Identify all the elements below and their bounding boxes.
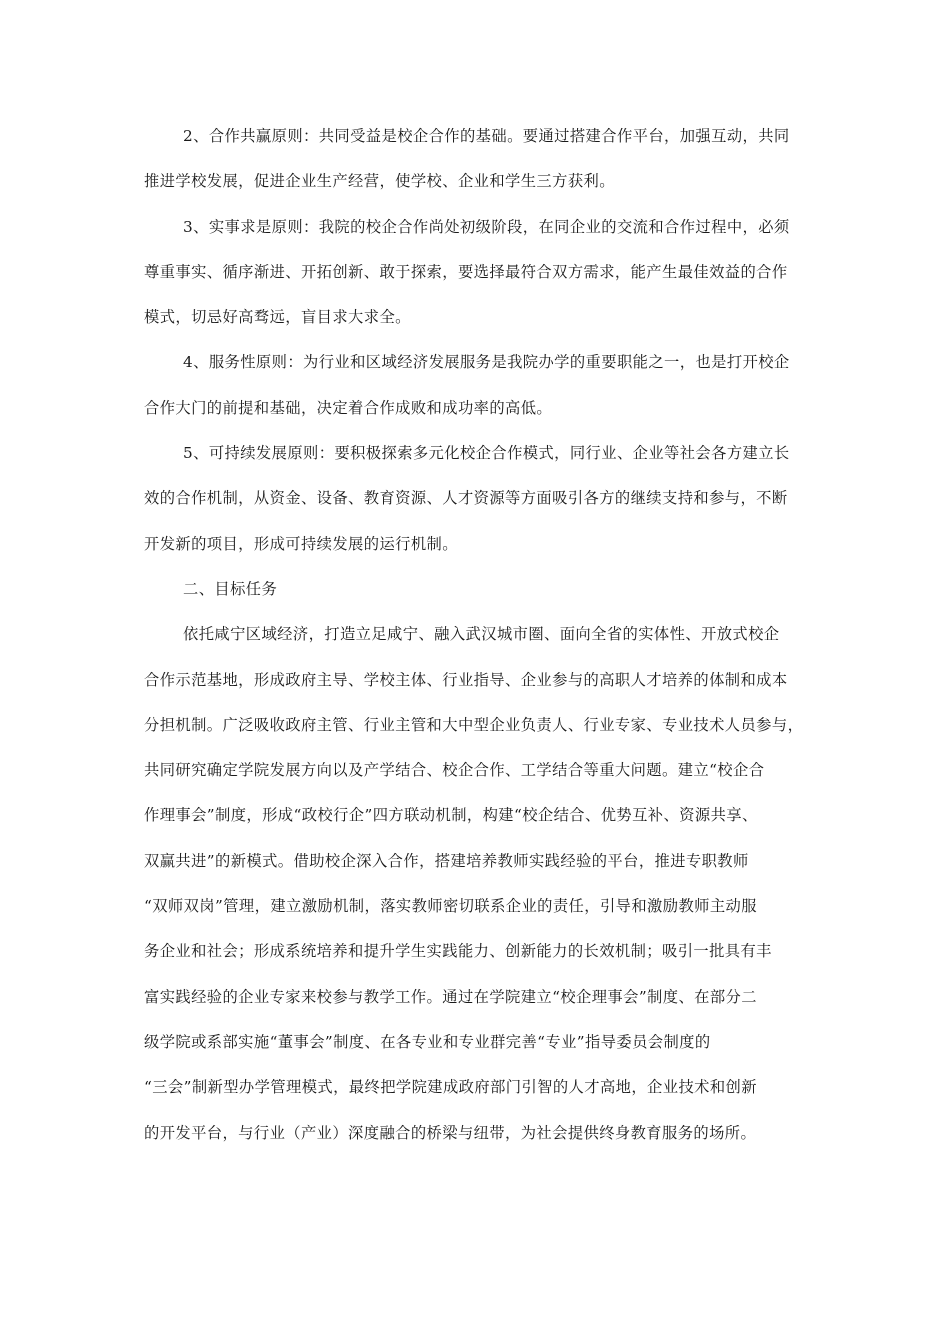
text-line: 二、目标任务 [183, 579, 278, 598]
text-line: 双赢共进”的新模式。借助校企深入合作，搭建培养教师实践经验的平台，推进专职教师 [144, 851, 749, 870]
text-line: 3、实事求是原则：我院的校企合作尚处初级阶段，在同企业的交流和合作过程中，必须 [183, 217, 790, 236]
text-line: 依托咸宁区域经济，打造立足咸宁、融入武汉城市圈、面向全省的实体性、开放式校企 [183, 625, 780, 644]
text-line: 的开发平台，与行业（产业）深度融合的桥梁与纽带，为社会提供终身教育服务的场所。 [144, 1123, 757, 1142]
text-line: 2、合作共赢原则：共同受益是校企合作的基础。要通过搭建合作平台，加强互动，共同 [183, 127, 790, 145]
text-line: 富实践经验的企业专家来校参与教学工作。通过在学院建立“校企理事会”制度、在部分二 [144, 987, 757, 1006]
text-line: 尊重事实、循序渐进、开拓创新、敢于探索，要选择最符合双方需求，能产生最佳效益的合作 [144, 262, 788, 281]
text-line: 4、服务性原则：为行业和区域经济发展服务是我院办学的重要职能之一，也是打开校企 [183, 353, 790, 372]
text-line: 合作大门的前提和基础，决定着合作成败和成功率的高低。 [144, 398, 553, 417]
text-line: 分担机制。广泛吸收政府主管、行业主管和大中型企业负责人、行业专家、专业技术人员参与， [144, 715, 804, 734]
text-line: 共同研究确定学院发展方向以及产学结合、校企合作、工学结合等重大问题。建立“校企合 [144, 761, 765, 780]
text-line: 合作示范基地，形成政府主导、学校主体、行业指导、企业参与的高职人才培养的体制和成本 [144, 670, 788, 689]
text-line: 级学院或系部实施“董事会”制度、在各专业和专业群完善“专业”指导委员会制度的 [144, 1032, 711, 1051]
document-body [144, 114, 810, 1156]
text-line: 5、可持续发展原则：要积极探索多元化校企合作模式，同行业、企业等社会各方建立长 [183, 444, 790, 463]
text-line: “双师双岗”管理，建立激励机制，落实教师密切联系企业的责任，引导和激励教师主动服 [144, 897, 757, 916]
text-line: 模式，切忌好高骛远，盲目求大求全。 [144, 308, 411, 327]
text-line: “三会”制新型办学管理模式，最终把学院建成政府部门引智的人才高地，企业技术和创新 [144, 1078, 757, 1097]
text-line: 作理事会”制度，形成“政校行企”四方联动机制，构建“校企结合、优势互补、资源共享、 [144, 806, 758, 825]
text-line: 开发新的项目，形成可持续发展的运行机制。 [144, 534, 458, 553]
text-line: 务企业和社会；形成系统培养和提升学生实践能力、创新能力的长效机制；吸引一批具有丰 [144, 942, 772, 961]
text-line: 推进学校发展，促进企业生产经营，使学校、企业和学生三方获利。 [144, 172, 615, 191]
text-line: 效的合作机制，从资金、设备、教育资源、人才资源等方面吸引各方的继续支持和参与，不断 [144, 489, 788, 508]
